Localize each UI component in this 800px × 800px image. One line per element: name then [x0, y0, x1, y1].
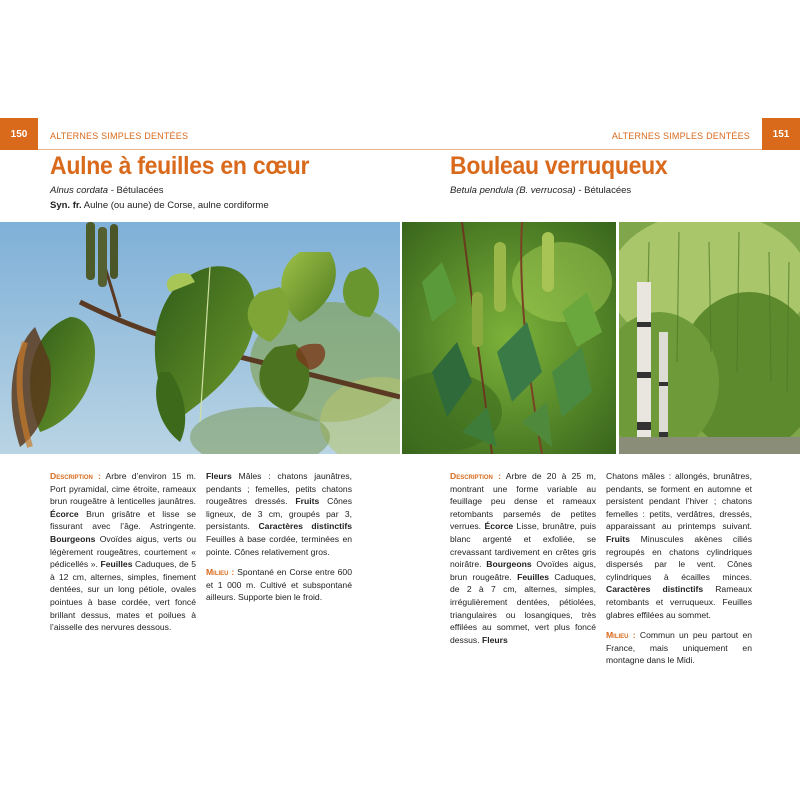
synonym-line [50, 200, 269, 211]
species-title: Bouleau verruqueux [450, 152, 668, 180]
bourgeons-label: Bourgeons [50, 533, 96, 544]
feuilles-label: Feuilles [100, 559, 133, 570]
latin-line [450, 185, 631, 196]
latin-name: Betula pendula (B. verrucosa) [450, 185, 576, 196]
family-name: - Bétulacées [108, 185, 164, 196]
right-page [400, 0, 800, 800]
fleurs-label: Fleurs [206, 471, 232, 481]
feuilles-text: Caduques, de 5 à 12 cm, alternes, simples, finement dentées, sur un long pétiole, ovales pointues à base cordée, vert foncé brillant dessus, mates et poilues à l’aisselle des nervures dessous. [50, 559, 196, 633]
birch-leaves-photo [402, 222, 616, 454]
caracteres-text: Feuilles à base cordée, terminées en pointe. Cônes relativement gros. [206, 533, 352, 557]
milieu-text: Commun un peu partout en France, mais uniquement en montagne dans le Midi. [606, 630, 752, 666]
family-name: - Bétulacées [575, 185, 632, 196]
caracteres-label: Caractères distinctifs [606, 584, 704, 595]
fruits-label: Fruits [295, 496, 320, 507]
header-rule [400, 149, 762, 150]
latin-name: Alnus cordata [50, 185, 109, 196]
alder-leaves-photo [0, 222, 400, 454]
description-column-1 [50, 470, 196, 642]
caracteres-text: Rameaux retombants et verruqueux. Feuilles glabres effilées au sommet. [606, 584, 753, 620]
fleurs-text: Mâles : chatons jaunâtres, pendants ; femelles, petits chatons rougeâtres dressés. [206, 471, 352, 507]
description-label: Description : [50, 471, 101, 481]
ecorce-label: Écorce [484, 521, 514, 532]
feuilles-label: Feuilles [517, 571, 550, 582]
fleurs-label: Fleurs [482, 634, 508, 645]
description-intro: Arbre d’environ 15 m. Port pyramidal, cime étroite, rameaux brun rougeâtre à lenticelles jaunâtres. [50, 471, 196, 507]
caracteres-label: Caractères distinctifs [258, 521, 352, 532]
header-rule [38, 149, 400, 150]
description-column-2 [206, 470, 352, 612]
ecorce-label: Écorce [50, 508, 79, 519]
section-label: ALTERNES SIMPLES DENTÉES [50, 131, 189, 141]
synonym-text: Aulne (ou aune) de Corse, aulne cordiforme [81, 200, 269, 211]
bourgeons-label: Bourgeons [486, 559, 532, 570]
description-column-2 [606, 470, 752, 675]
description-label: Description : [450, 471, 501, 481]
ecorce-text: Brun grisâtre et lisse se fissurant avec l’âge. Astringente. [50, 508, 196, 532]
birch-tree-photo [619, 222, 800, 454]
bourgeons-text: Ovoïdes aigus, brun rougeâtre. [450, 559, 596, 582]
fleurs-text: Chatons mâles : allongés, brunâtres, pendants, se forment en automne et persistent pendant l’hiver ; chatons femelles : petits, verdâtres, dressés, apparaissant au printemps suivant. [606, 471, 752, 532]
bourgeons-text: Ovoïdes aigus, verts ou légèrement rougeâtres, courtement « pédicellés ». [50, 533, 196, 570]
ecorce-text: Lisse, brunâtre, puis blanc argenté et exfoliée, se crevassant tardivement en crêtes gris noirâtre. [450, 521, 596, 570]
milieu-label: Milieu : [206, 567, 235, 578]
page-number: 150 [0, 118, 38, 150]
latin-line [50, 185, 164, 196]
fruits-text: Minuscules akènes ciliés regroupés en chatons cylindriques dispersés par le vent. Cônes cylindriques à écailles minces. [606, 533, 752, 582]
fruits-text: Cônes ligneux, de 3 cm, groupés par 3, persistants. [206, 496, 352, 532]
milieu-label: Milieu : [606, 630, 636, 641]
synonym-label: Syn. fr. [50, 200, 82, 211]
milieu-text: Spontané en Corse entre 600 et 1 000 m. Cultivé et subspontané ailleurs. Supporte bien le froid. [206, 567, 352, 603]
page-number: 151 [762, 118, 800, 150]
fruits-label: Fruits [606, 533, 630, 544]
description-intro: Arbre de 20 à 25 m, montrant une forme variable au feuillage peu dense et rameaux retombants parsemés de petites verrues. [450, 471, 596, 532]
feuilles-text: Caduques, de 2 à 7 cm, alternes, simples, irrégulièrement dentées, pétiolées, triangulaires ou losangiques, très effilées au sommet, vert plus foncé dessus. [450, 571, 596, 645]
section-label: ALTERNES SIMPLES DENTÉES [611, 131, 750, 141]
species-title: Aulne à feuilles en cœur [50, 152, 310, 180]
description-column-1 [450, 470, 596, 654]
